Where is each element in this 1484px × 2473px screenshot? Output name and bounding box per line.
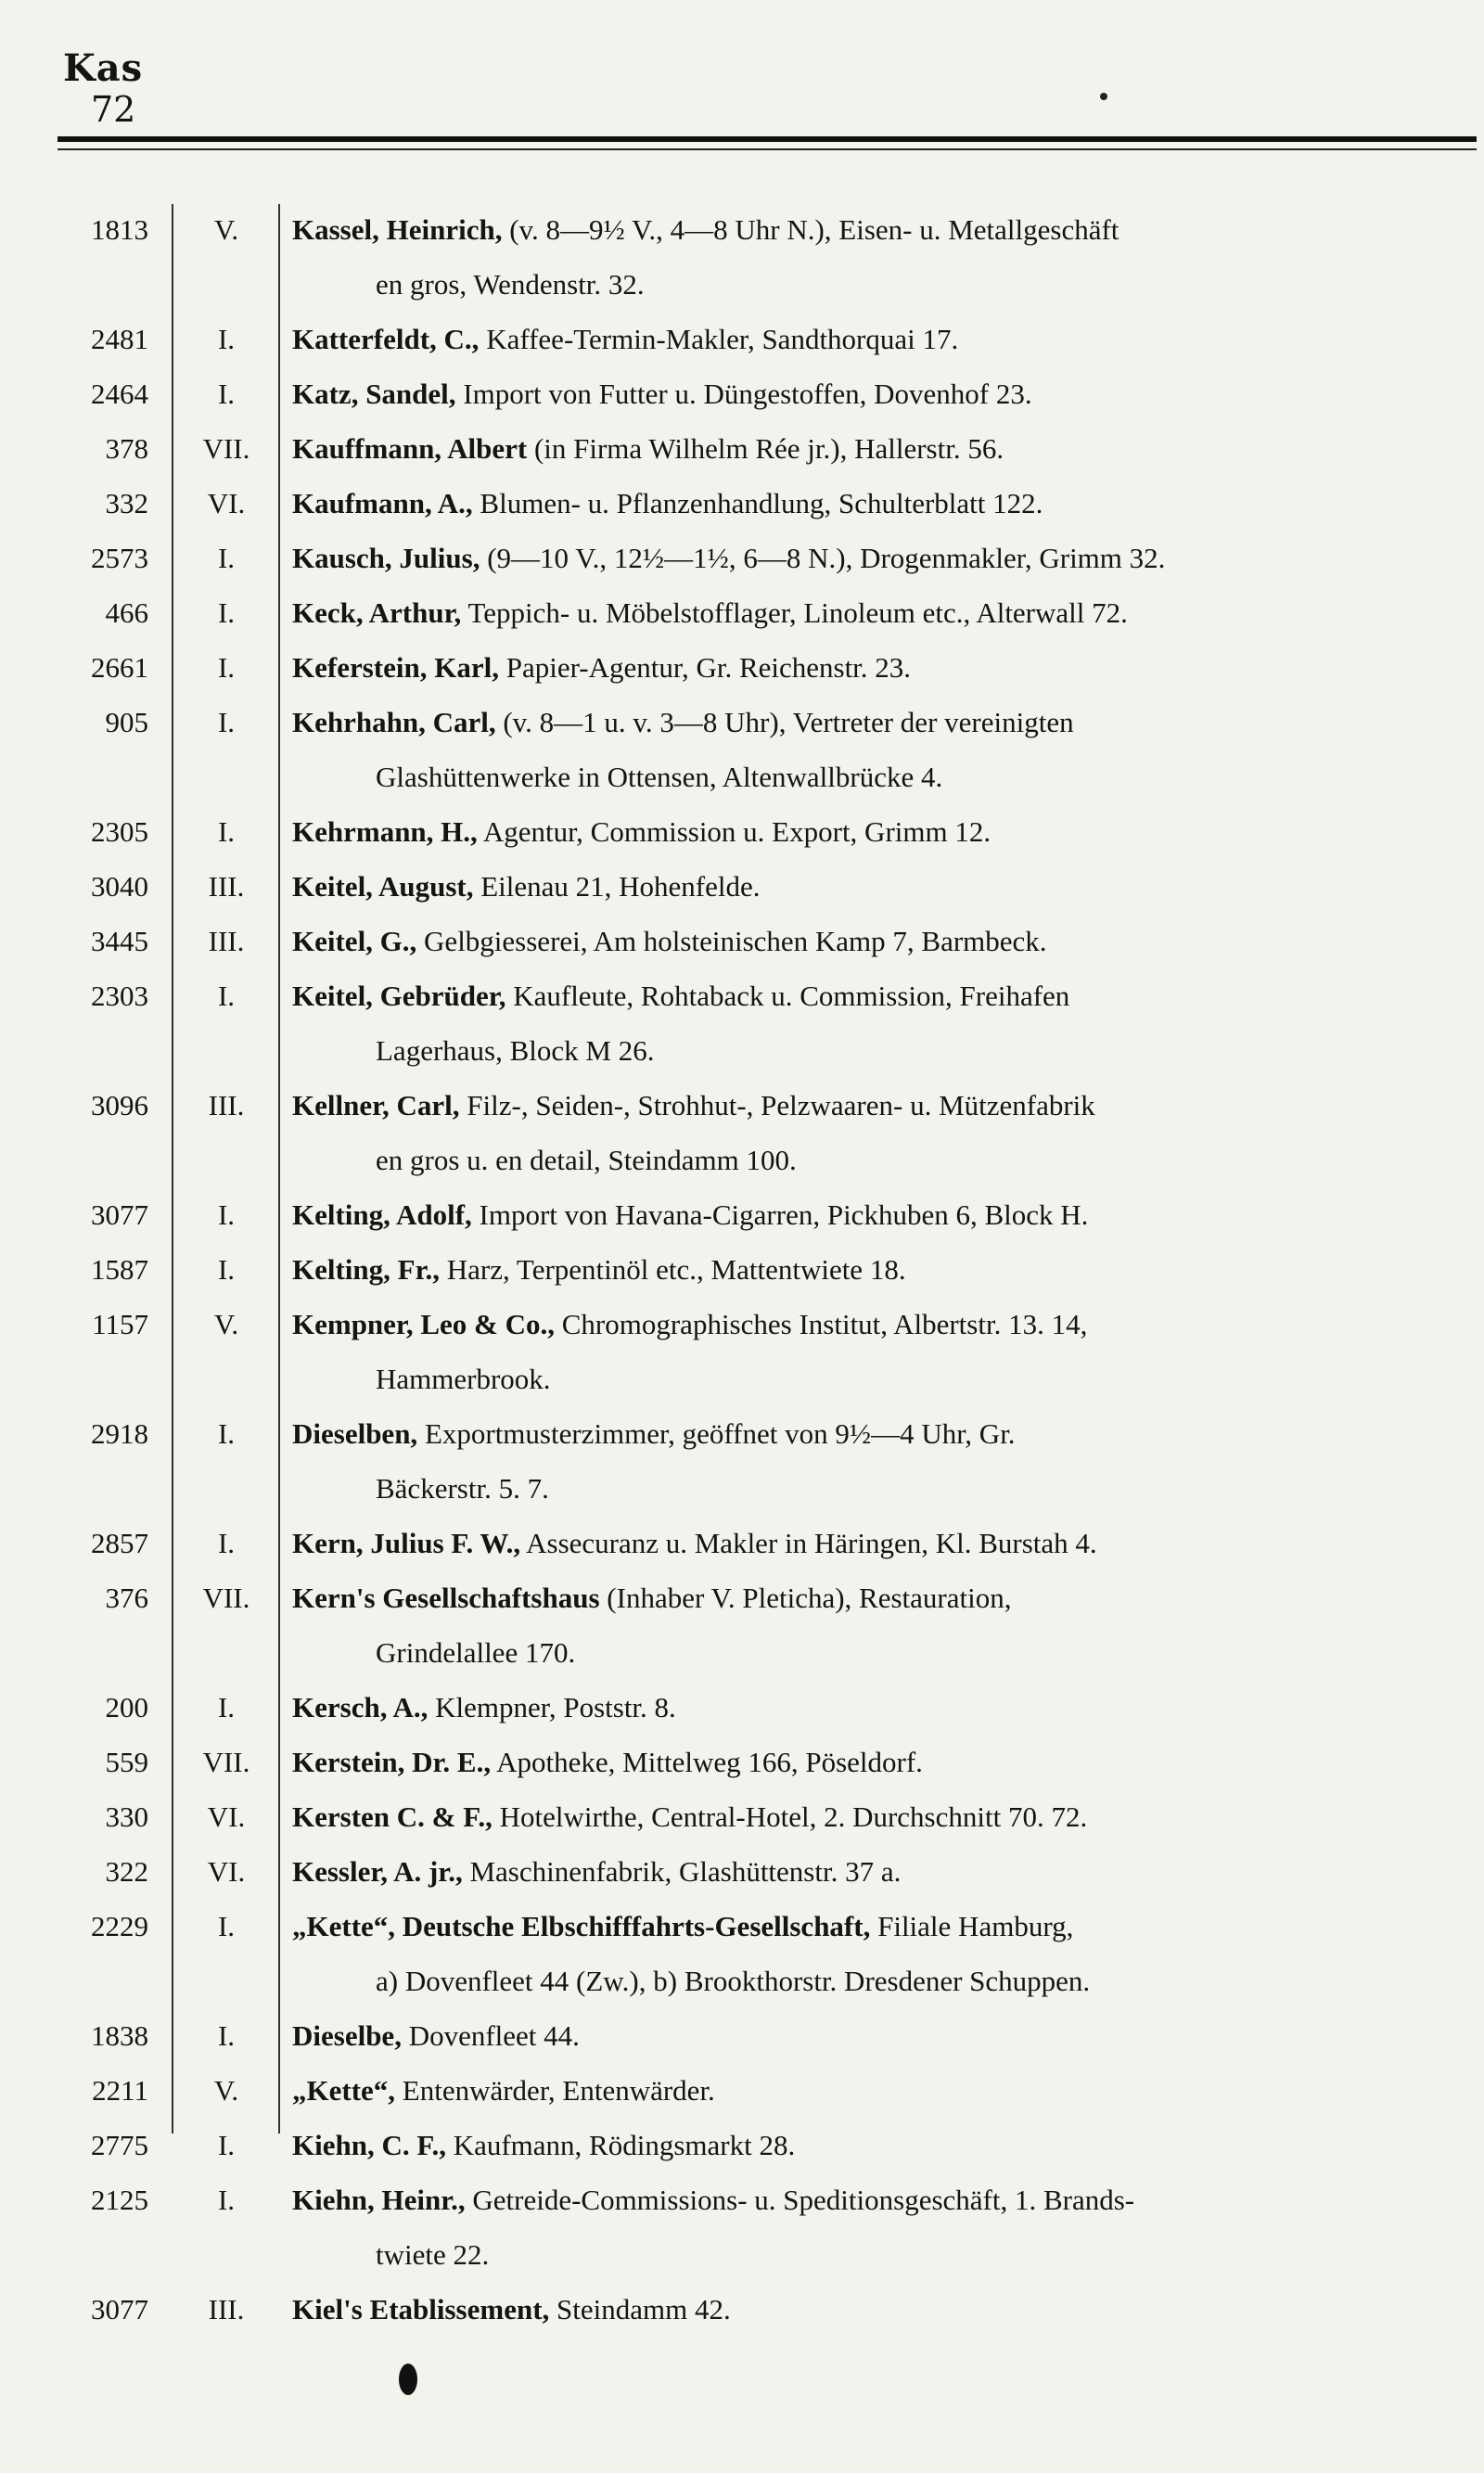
- list-item: [0, 1242, 1484, 1297]
- entry-number: 2775: [91, 2129, 148, 2161]
- list-item: [0, 366, 1484, 421]
- entry-name: Kehrhahn, Carl,: [292, 706, 496, 738]
- entry-description: Chromographisches Institut, Albertstr. 13. 14,: [555, 1308, 1088, 1340]
- entry-number: 1587: [91, 1253, 148, 1286]
- entry-number: 3077: [91, 2293, 148, 2326]
- entry-district: I.: [217, 378, 236, 410]
- entry-text: [292, 2118, 1452, 2172]
- list-item: [0, 1078, 1484, 1187]
- list-item: [0, 421, 1484, 476]
- entry-district: I.: [217, 2129, 236, 2161]
- entry-district: I.: [217, 2019, 236, 2052]
- entry-name: Kelting, Adolf,: [292, 1198, 472, 1231]
- entry-name: Keitel, August,: [292, 870, 474, 903]
- entry-description: Blumen- u. Pflanzenhandlung, Schulterblatt 122.: [472, 487, 1043, 519]
- entry-district: I.: [217, 1527, 236, 1559]
- entry-district: I.: [217, 1417, 236, 1450]
- entry-text: [292, 2282, 1452, 2337]
- entry-text: [292, 859, 1452, 914]
- entry-number: 2464: [91, 378, 148, 410]
- entry-description: (v. 8—1 u. v. 3—8 Uhr), Vertreter der vereinigten: [495, 706, 1074, 738]
- entry-number: 2481: [91, 323, 148, 355]
- entry-number: 330: [105, 1800, 148, 1833]
- entry-number: 466: [105, 596, 148, 629]
- list-item: [0, 695, 1484, 804]
- entry-text: [292, 366, 1452, 421]
- entry-continuation: a) Dovenfleet 44 (Zw.), b) Brookthorstr. Dresdener Schuppen.: [376, 1965, 1091, 1997]
- entry-district: VI.: [207, 1855, 246, 1888]
- entry-continuation: Lagerhaus, Block M 26.: [376, 1034, 655, 1067]
- entry-number: 2211: [92, 2074, 148, 2107]
- entry-name: Keitel, Gebrüder,: [292, 980, 506, 1012]
- list-item: [0, 1406, 1484, 1516]
- entry-district: III.: [208, 870, 245, 903]
- header-rule-thick: [58, 136, 1477, 142]
- entry-description: Agentur, Commission u. Export, Grimm 12.: [477, 815, 991, 848]
- entry-district: V.: [213, 213, 239, 246]
- entry-district: I.: [217, 980, 236, 1012]
- entry-description: (in Firma Wilhelm Rée jr.), Hallerstr. 56.: [527, 432, 1004, 465]
- entry-district: V.: [213, 2074, 239, 2107]
- entry-number: 2918: [91, 1417, 148, 1450]
- entry-district: I.: [217, 706, 236, 738]
- list-item: [0, 2008, 1484, 2063]
- entry-number: 2305: [91, 815, 148, 848]
- entry-name: Kempner, Leo & Co.,: [292, 1308, 555, 1340]
- list-item: [0, 1516, 1484, 1570]
- entry-name: Katterfeldt, C.,: [292, 323, 480, 355]
- entry-number: 3040: [91, 870, 148, 903]
- list-item: [0, 585, 1484, 640]
- entry-continuation: en gros u. en detail, Steindamm 100.: [376, 1144, 797, 1176]
- entry-description: Gelbgiesserei, Am holsteinischen Kamp 7, Barmbeck.: [416, 925, 1047, 957]
- entry-description: Teppich- u. Möbelstofflager, Linoleum etc., Alterwall 72.: [461, 596, 1128, 629]
- entry-district: VI.: [207, 1800, 246, 1833]
- entry-district: I.: [217, 1691, 236, 1723]
- print-speck: [1100, 93, 1107, 100]
- entry-text: [292, 640, 1452, 695]
- entry-description: Apotheke, Mittelweg 166, Pöseldorf.: [491, 1746, 923, 1778]
- entry-district: VII.: [202, 432, 250, 465]
- entry-name: Kelting, Fr.,: [292, 1253, 441, 1286]
- entry-description: Filiale Hamburg,: [870, 1910, 1074, 1942]
- entry-number: 332: [105, 487, 148, 519]
- list-item: [0, 1789, 1484, 1844]
- entry-number: 2857: [91, 1527, 148, 1559]
- list-item: [0, 2172, 1484, 2282]
- entry-continuation: twiete 22.: [376, 2238, 490, 2271]
- entry-number: 2303: [91, 980, 148, 1012]
- entry-text: [292, 2063, 1452, 2118]
- entry-name: „Kette“,: [292, 2074, 396, 2107]
- entry-text: [292, 1187, 1452, 1242]
- entry-number: 1813: [91, 213, 148, 246]
- entry-description: Filz-, Seiden-, Strohhut-, Pelzwaaren- u. Mützenfabrik: [459, 1089, 1095, 1121]
- entry-name: Kern, Julius F. W.,: [292, 1527, 521, 1559]
- entry-number: 905: [105, 706, 148, 738]
- entry-continuation: Glashüttenwerke in Ottensen, Altenwallbrücke 4.: [376, 761, 943, 793]
- list-item: [0, 1187, 1484, 1242]
- entry-district: VI.: [207, 487, 246, 519]
- entry-text: [292, 1406, 1452, 1516]
- entry-name: Keitel, G.,: [292, 925, 417, 957]
- entry-continuation: Bäckerstr. 5. 7.: [376, 1472, 549, 1505]
- entry-district: III.: [208, 2293, 245, 2326]
- entry-text: [292, 1735, 1452, 1789]
- list-item: [0, 531, 1484, 585]
- entry-text: [292, 1789, 1452, 1844]
- entry-name: Kern's Gesellschaftshaus: [292, 1582, 600, 1614]
- entry-description: Klempner, Poststr. 8.: [428, 1691, 676, 1723]
- entry-list: [0, 202, 1484, 2337]
- running-head-word: Kas: [63, 46, 144, 90]
- entry-name: Katz, Sandel,: [292, 378, 456, 410]
- entry-text: [292, 2172, 1452, 2282]
- ink-blot: [399, 2364, 417, 2395]
- entry-text: [292, 804, 1452, 859]
- entry-number: 2661: [91, 651, 148, 684]
- entry-name: Kiehn, Heinr.,: [292, 2184, 466, 2216]
- entry-text: [292, 1570, 1452, 1680]
- entry-text: [292, 585, 1452, 640]
- entry-description: Maschinenfabrik, Glashüttenstr. 37 a.: [462, 1855, 902, 1888]
- entry-description: Steindamm 42.: [549, 2293, 731, 2326]
- entry-district: III.: [208, 925, 245, 957]
- entry-number: 1838: [91, 2019, 148, 2052]
- entry-text: [292, 312, 1452, 366]
- entry-text: [292, 914, 1452, 968]
- entry-number: 200: [105, 1691, 148, 1723]
- entry-description: (Inhaber V. Pleticha), Restauration,: [599, 1582, 1012, 1614]
- list-item: [0, 202, 1484, 312]
- list-item: [0, 1844, 1484, 1899]
- entry-name: Keferstein, Karl,: [292, 651, 499, 684]
- entry-number: 3077: [91, 1198, 148, 1231]
- entry-district: I.: [217, 651, 236, 684]
- entry-name: Kessler, A. jr.,: [292, 1855, 463, 1888]
- entry-description: Assecuranz u. Makler in Häringen, Kl. Burstah 4.: [520, 1527, 1097, 1559]
- entry-description: (v. 8—9½ V., 4—8 Uhr N.), Eisen- u. Metallgeschäft: [502, 213, 1119, 246]
- list-item: [0, 1899, 1484, 2008]
- list-item: [0, 476, 1484, 531]
- entry-name: Kiel's Etablissement,: [292, 2293, 550, 2326]
- entry-number: 376: [105, 1582, 148, 1614]
- entry-number: 1157: [92, 1308, 148, 1340]
- entry-text: [292, 1899, 1452, 2008]
- entry-description: Exportmusterzimmer, geöffnet von 9½—4 Uhr, Gr.: [417, 1417, 1016, 1450]
- entry-name: Kaufmann, A.,: [292, 487, 473, 519]
- entry-name: Keck, Arthur,: [292, 596, 462, 629]
- list-item: [0, 1680, 1484, 1735]
- page-number: 72: [91, 89, 136, 130]
- entry-continuation: Hammerbrook.: [376, 1363, 551, 1395]
- list-item: [0, 914, 1484, 968]
- entry-description: Entenwärder, Entenwärder.: [395, 2074, 715, 2107]
- entry-description: Hotelwirthe, Central-Hotel, 2. Durchschnitt 70. 72.: [492, 1800, 1088, 1833]
- entry-name: Kiehn, C. F.,: [292, 2129, 446, 2161]
- entry-name: Dieselbe,: [292, 2019, 402, 2052]
- entry-description: Getreide-Commissions- u. Speditionsgeschäft, 1. Brands-: [465, 2184, 1135, 2216]
- entry-number: 3445: [91, 925, 148, 957]
- list-item: [0, 859, 1484, 914]
- list-item: [0, 1735, 1484, 1789]
- entry-text: [292, 968, 1452, 1078]
- list-item: [0, 968, 1484, 1078]
- entry-text: [292, 1680, 1452, 1735]
- entry-text: [292, 695, 1452, 804]
- entry-district: I.: [217, 323, 236, 355]
- entry-district: VII.: [202, 1582, 250, 1614]
- entry-number: 378: [105, 432, 148, 465]
- entry-district: I.: [217, 542, 236, 574]
- entry-name: Kersch, A.,: [292, 1691, 429, 1723]
- entry-district: I.: [217, 2184, 236, 2216]
- entry-district: I.: [217, 1253, 236, 1286]
- list-item: [0, 312, 1484, 366]
- entry-number: 2573: [91, 542, 148, 574]
- entry-name: Kauffmann, Albert: [292, 432, 528, 465]
- entry-text: [292, 1242, 1452, 1297]
- entry-number: 3096: [91, 1089, 148, 1121]
- list-item: [0, 640, 1484, 695]
- entry-number: 2229: [91, 1910, 148, 1942]
- entry-text: [292, 1844, 1452, 1899]
- entry-name: Kehrmann, H.,: [292, 815, 478, 848]
- entry-name: Kerstein, Dr. E.,: [292, 1746, 492, 1778]
- entry-continuation: en gros, Wendenstr. 32.: [376, 268, 645, 301]
- entry-description: Kaffee-Termin-Makler, Sandthorquai 17.: [479, 323, 959, 355]
- entry-description: Import von Futter u. Düngestoffen, Dovenhof 23.: [455, 378, 1032, 410]
- entry-description: Kaufmann, Rödingsmarkt 28.: [445, 2129, 796, 2161]
- list-item: [0, 2063, 1484, 2118]
- entry-district: I.: [217, 1198, 236, 1231]
- entry-district: I.: [217, 815, 236, 848]
- entry-name: Kassel, Heinrich,: [292, 213, 503, 246]
- entry-description: (9—10 V., 12½—1½, 6—8 N.), Drogenmakler, Grimm 32.: [480, 542, 1166, 574]
- entry-text: [292, 2008, 1452, 2063]
- entry-text: [292, 476, 1452, 531]
- list-item: [0, 1570, 1484, 1680]
- list-item: [0, 804, 1484, 859]
- entry-text: [292, 531, 1452, 585]
- entry-district: III.: [208, 1089, 245, 1121]
- header-rule-thin: [58, 148, 1477, 150]
- entry-description: Papier-Agentur, Gr. Reichenstr. 23.: [498, 651, 912, 684]
- entry-text: [292, 1297, 1452, 1406]
- entry-name: Kausch, Julius,: [292, 542, 480, 574]
- entry-continuation: Grindelallee 170.: [376, 1636, 576, 1669]
- entry-district: I.: [217, 596, 236, 629]
- entry-number: 559: [105, 1746, 148, 1778]
- entry-description: Harz, Terpentinöl etc., Mattentwiete 18.: [440, 1253, 906, 1286]
- entry-text: [292, 1078, 1452, 1187]
- entry-name: Kersten C. & F.,: [292, 1800, 493, 1833]
- entry-description: Import von Havana-Cigarren, Pickhuben 6, Block H.: [471, 1198, 1089, 1231]
- entry-district: I.: [217, 1910, 236, 1942]
- entry-text: [292, 202, 1452, 312]
- entry-description: Dovenfleet 44.: [401, 2019, 580, 2052]
- entry-name: Dieselben,: [292, 1417, 418, 1450]
- entry-number: 322: [105, 1855, 148, 1888]
- list-item: [0, 1297, 1484, 1406]
- entry-district: V.: [213, 1308, 239, 1340]
- entry-number: 2125: [91, 2184, 148, 2216]
- entry-district: VII.: [202, 1746, 250, 1778]
- entry-description: Eilenau 21, Hohenfelde.: [473, 870, 761, 903]
- entry-description: Kaufleute, Rohtaback u. Commission, Freihafen: [505, 980, 1070, 1012]
- entry-name: Kellner, Carl,: [292, 1089, 460, 1121]
- list-item: [0, 2282, 1484, 2337]
- entry-text: [292, 1516, 1452, 1570]
- entry-text: [292, 421, 1452, 476]
- list-item: [0, 2118, 1484, 2172]
- entry-name: „Kette“, Deutsche Elbschifffahrts-Gesellschaft,: [292, 1910, 871, 1942]
